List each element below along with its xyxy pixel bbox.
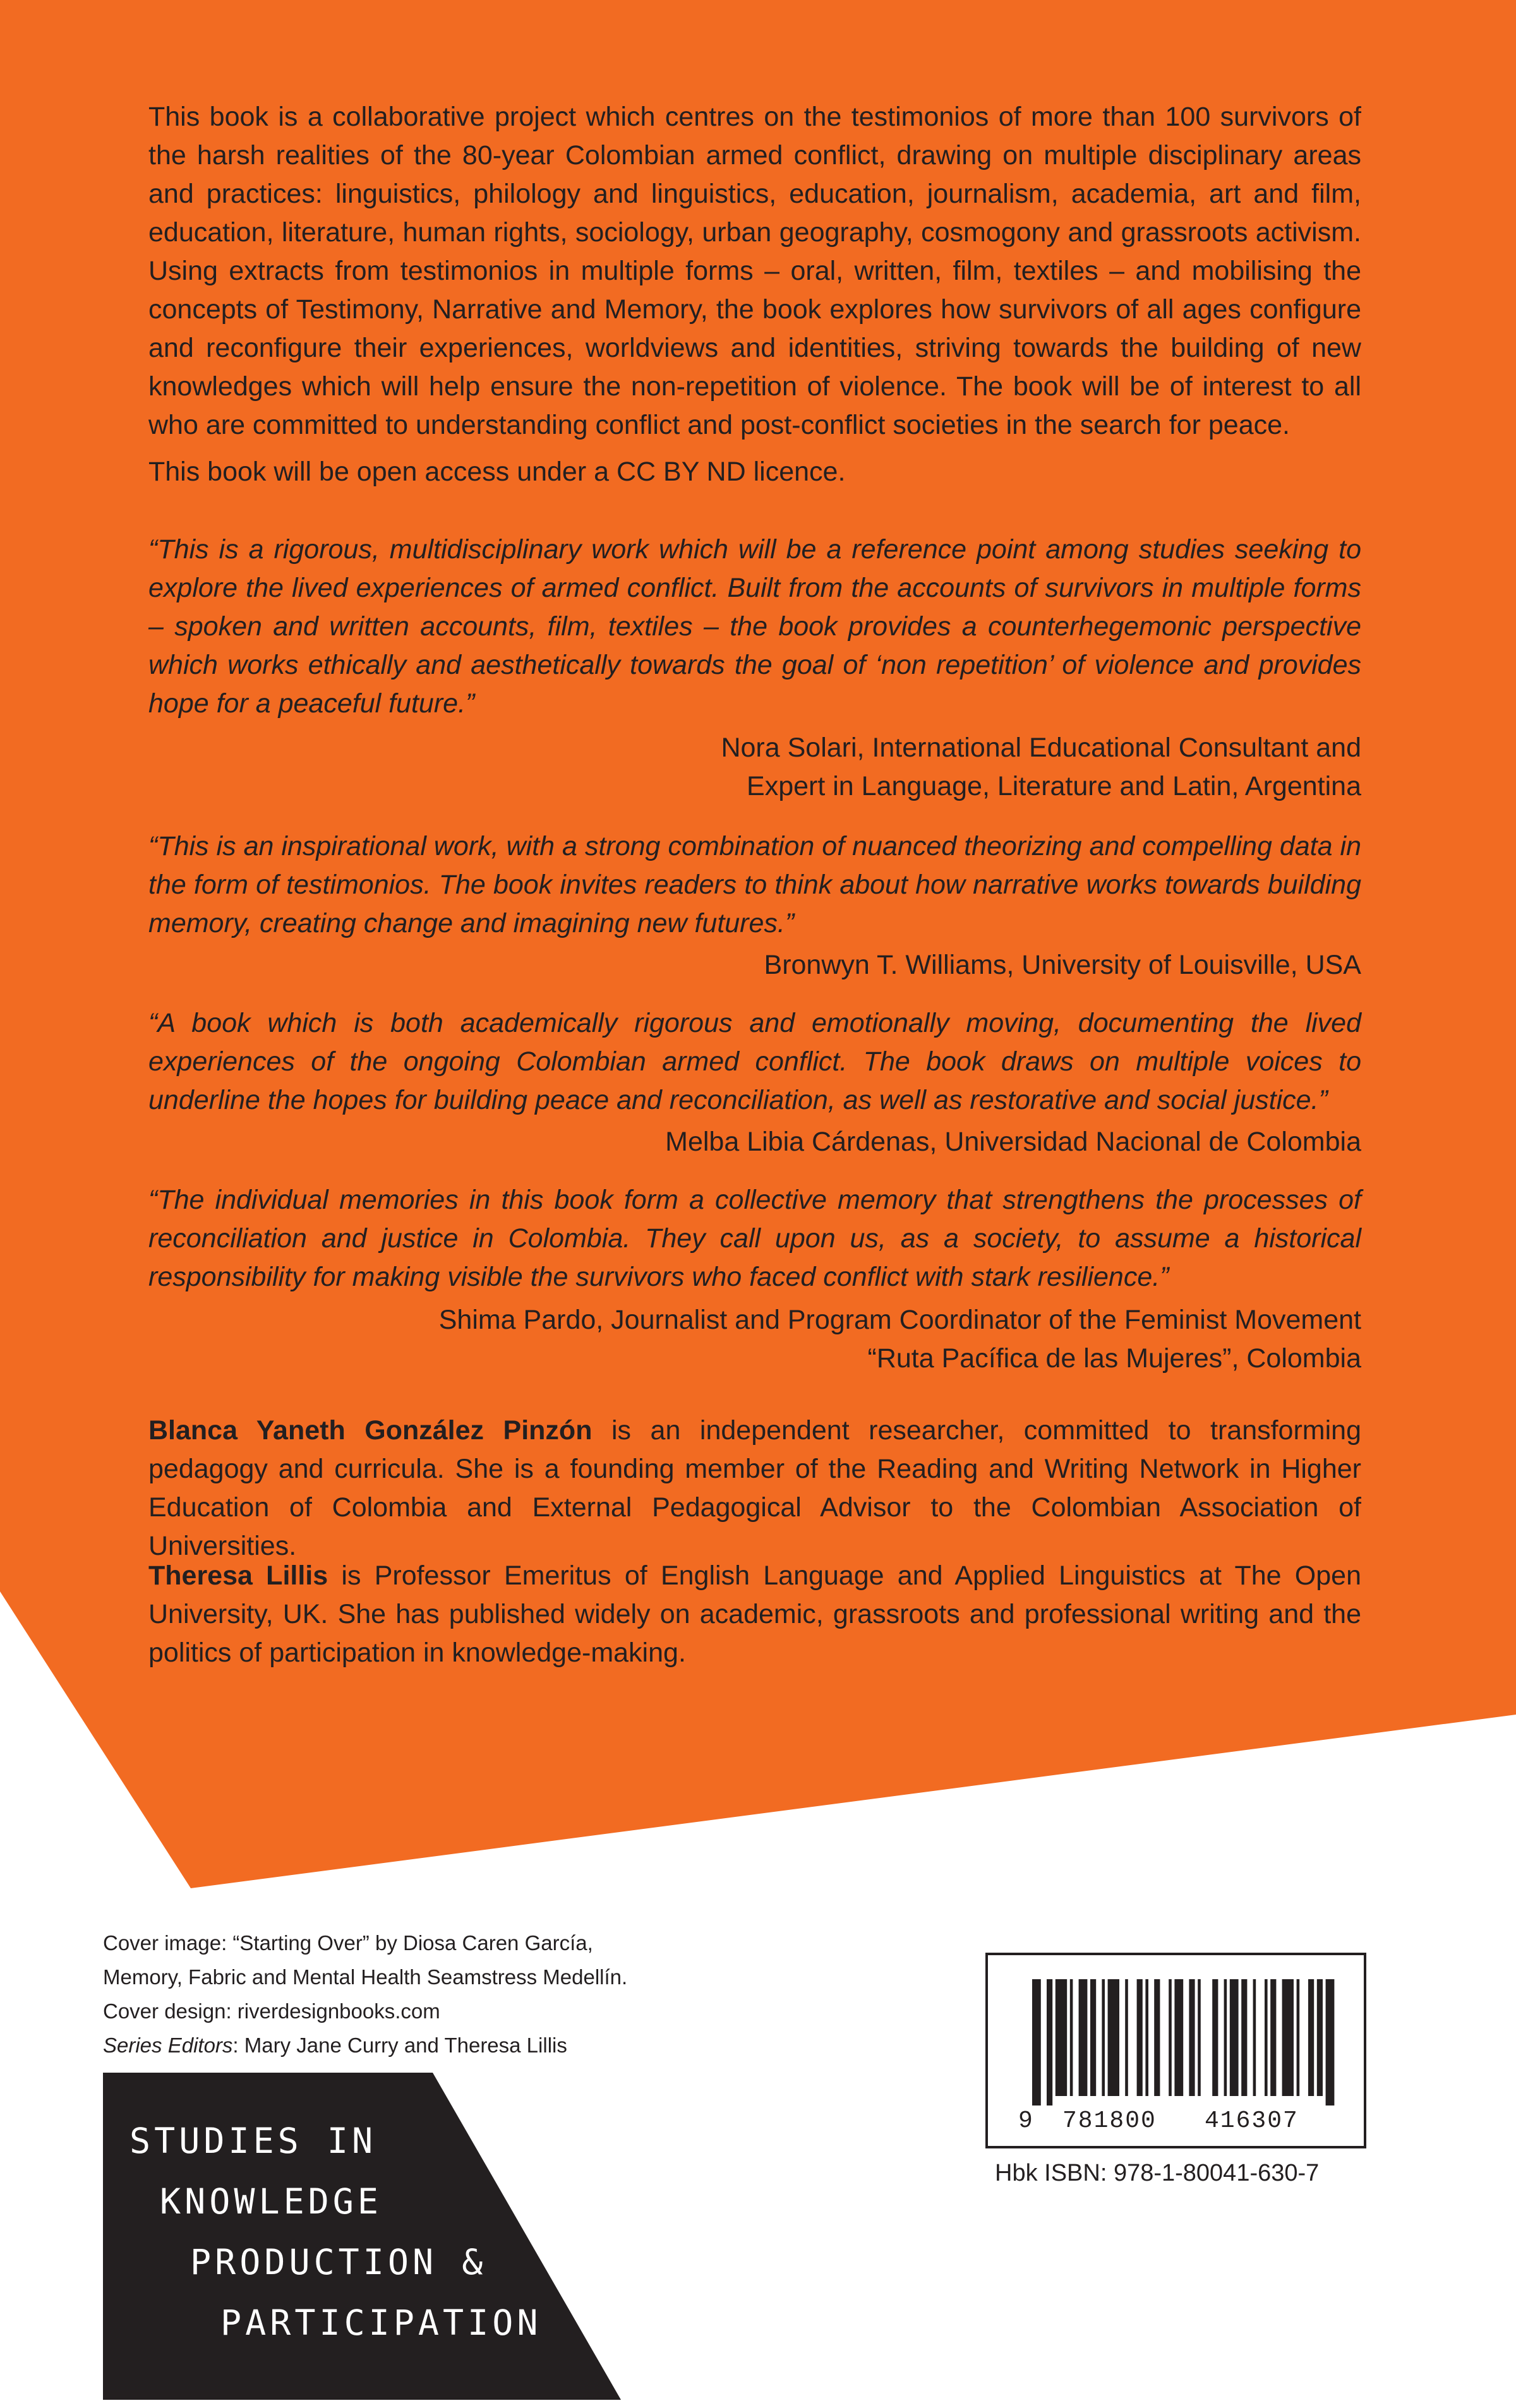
book-description: This book is a collaborative project which centres on the testimonios of more than 100 survivors of the harsh realities of the 80-year Colombian armed conflict, drawing on multiple disciplinary areas and practices: linguistics, philology and linguistics, education, journalism, academia, art and film, education, literature, human rights, sociology, urban geography, cosmogony and grassroots activism. Using extracts from testimonios in multiple forms – oral, written, film, textiles – and mobilising the concepts of Testimony, Narrative and Memory, the book explores how survivors of all ages configure and reconfigure their experiences, worldviews and identities, striving towards the building of new knowledges which will help ensure the non-repetition of violence. The book will be of interest to all who are committed to understanding conflict and post-conflict societies in the search for peace. bbox=[148, 102, 1361, 440]
barcode-bar bbox=[1070, 1979, 1073, 2096]
barcode-bar bbox=[1270, 1979, 1276, 2096]
barcode-bar bbox=[1212, 1979, 1218, 2096]
barcode-bar bbox=[1317, 1979, 1323, 2096]
author-bio bbox=[148, 1411, 1361, 1566]
barcode-bar bbox=[1154, 1979, 1160, 2096]
barcode-digit-first: 9 bbox=[1018, 2107, 1033, 2135]
series-editors-credit bbox=[103, 2028, 671, 2063]
barcode-bar bbox=[1297, 1979, 1300, 2096]
series-title-line: PRODUCTION & bbox=[190, 2242, 487, 2282]
endorsement-quote: “The individual memories in this book form a collective memory that strengthens the processes of reconciliation and justice in Colombia. They call upon us, as a society, to assume a historical responsibility for making visible the survivors who faced conflict with stark resilience.” bbox=[148, 1185, 1361, 1292]
barcode-bar bbox=[1079, 1979, 1088, 2096]
series-logo bbox=[103, 2073, 621, 2400]
author-bio-text: is an independent researcher, committed to transforming pedagogy and curricula. She is a founding member of the Reading and Writing Network in Higher Education of Colombia and External Pedagogical Advisor to the Colombian Association of Universities. bbox=[148, 1415, 1361, 1561]
barcode-bar bbox=[1108, 1979, 1119, 2096]
barcode-bar bbox=[1198, 1979, 1201, 2096]
barcode-bar bbox=[1125, 1979, 1128, 2096]
barcode-bar bbox=[1174, 1979, 1183, 2096]
series-title bbox=[129, 2111, 541, 2353]
endorsement-attribution: Bronwyn T. Williams, University of Louisville, USA bbox=[764, 950, 1361, 980]
endorsement-quote: “A book which is both academically rigorous and emotionally moving, documenting the lived experiences of the ongoing Colombian armed conflict. The book draws on multiple voices to underline the hopes for building peace and reconciliation, as well as restorative and social justice.” bbox=[148, 1008, 1361, 1115]
series-title-line: KNOWLEDGE bbox=[160, 2181, 383, 2222]
barcode-bar bbox=[1056, 1979, 1067, 2096]
endorsement-attribution: Shima Pardo, Journalist and Program Coordinator of the Feminist Movement “Ruta Pacífica de las Mujeres”, Colombia bbox=[438, 1305, 1361, 1374]
barcode-bar bbox=[1253, 1979, 1256, 2096]
cover-credits bbox=[103, 1926, 671, 2063]
endorsement-quote: “This is a rigorous, multidisciplinary work which will be a reference point among studies seeking to explore the lived experiences of armed conflict. Built from the accounts of survivors in multiple forms – spoken and written accounts, film, textiles – the book provides a counterhegemonic perspective which works ethically and aesthetically towards the goal of ‘non repetition’ of violence and provides hope for a peaceful future.” bbox=[148, 534, 1361, 719]
barcode-bar bbox=[1224, 1979, 1227, 2096]
author-bio-text: is Professor Emeritus of English Language and Applied Linguistics at The Open University, UK. She has published widely on academic, grassroots and professional writing and the politics of participation in knowledge-making. bbox=[148, 1560, 1361, 1668]
barcode-bar bbox=[1047, 1979, 1052, 2106]
cover-design-credit: Cover design: riverdesignbooks.com bbox=[103, 1999, 440, 2023]
series-title-line: STUDIES IN bbox=[129, 2121, 377, 2161]
barcode-bar bbox=[1090, 1979, 1096, 2096]
series-editors-label: Series Editors bbox=[103, 2034, 233, 2057]
barcode-bar bbox=[1102, 1979, 1105, 2096]
series-editors-names: : Mary Jane Curry and Theresa Lillis bbox=[232, 2034, 567, 2057]
barcode-bar bbox=[1241, 1979, 1247, 2096]
open-access-note: This book will be open access under a CC BY ND licence. bbox=[148, 457, 846, 487]
cover-image-credit: Cover image: “Starting Over” by Diosa Caren García, bbox=[103, 1931, 593, 1955]
author-name: Blanca Yaneth González Pinzón bbox=[148, 1415, 593, 1446]
barcode-bars bbox=[988, 1955, 1364, 2146]
barcode-bar bbox=[1326, 1979, 1335, 2106]
author-name: Theresa Lillis bbox=[148, 1560, 328, 1591]
barcode-bar bbox=[1282, 1979, 1294, 2096]
isbn-label: Hbk ISBN: 978-1-80041-630-7 bbox=[995, 2160, 1320, 2186]
author-bio bbox=[148, 1557, 1361, 1672]
barcode-bar bbox=[1308, 1979, 1314, 2096]
barcode-bar bbox=[1189, 1979, 1194, 2096]
barcode-bar bbox=[1137, 1979, 1143, 2096]
barcode-digits-right: 416307 bbox=[1205, 2107, 1299, 2135]
barcode-bar bbox=[1169, 1979, 1172, 2096]
endorsement-quote: “This is an inspirational work, with a strong combination of nuanced theorizing and compelling data in the form of testimonios. The book invites readers to think about how narrative works towards building memory, creating change and imagining new futures.” bbox=[148, 831, 1361, 938]
barcode bbox=[985, 1953, 1366, 2148]
cover-image-credit: Memory, Fabric and Mental Health Seamstress Medellín. bbox=[103, 1965, 628, 1989]
barcode-bar bbox=[1230, 1979, 1239, 2096]
barcode-bar bbox=[1145, 1979, 1148, 2096]
endorsement-attribution: Nora Solari, International Educational Consultant and Expert in Language, Literature and Latin, Argentina bbox=[721, 733, 1361, 801]
barcode-bar bbox=[1265, 1979, 1268, 2096]
endorsement-attribution: Melba Libia Cárdenas, Universidad Nacional de Colombia bbox=[665, 1127, 1361, 1157]
barcode-bar bbox=[1032, 1979, 1041, 2106]
barcode-digits-left: 781800 bbox=[1062, 2107, 1157, 2135]
series-title-line: PARTICIPATION bbox=[220, 2303, 542, 2343]
